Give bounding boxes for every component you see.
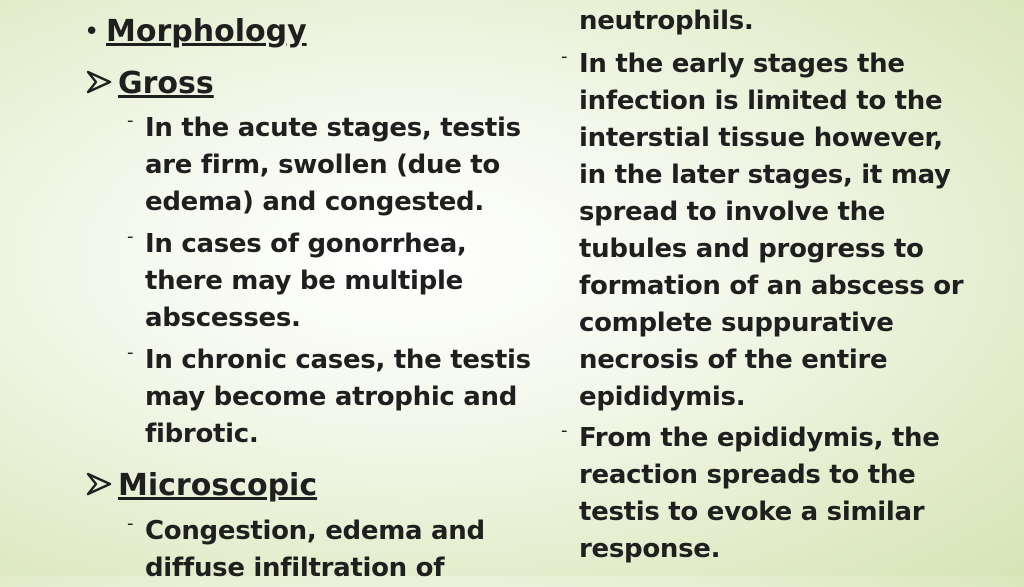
arrow-bullet-icon <box>86 472 118 500</box>
gross-item-3: - In chronic cases, the testis may become atrophic and fibrotic. <box>127 342 531 449</box>
dash-icon: - <box>561 420 568 441</box>
continuation-line: neutrophils. <box>579 6 754 36</box>
right-item-2: - From the epididymis, the reaction spreads to the testis to evoke a similar response. <box>561 420 940 564</box>
microscopic-subheading <box>86 466 317 506</box>
morphology-bullet <box>84 12 307 52</box>
right-item-1: - In the early stages the infection is limited to the interstial tissue however, in the later stages, it may spread to involve the tubules and progress to formation of an abscess or complete suppurative necrosis of the entire epididymis. <box>561 46 964 412</box>
gross-item-1: - In the acute stages, testis are firm, swollen (due to edema) and congested. <box>127 110 521 217</box>
gross-heading: Gross <box>118 66 214 101</box>
microscopic-item-1: - Congestion, edema and diffuse infiltration of <box>127 513 485 583</box>
gross-subheading <box>86 64 214 104</box>
bullet-dot-icon: • <box>84 17 100 47</box>
gross-item-2: - In cases of gonorrhea, there may be multiple abscesses. <box>127 226 467 333</box>
dash-icon: - <box>127 110 134 131</box>
dash-icon: - <box>127 513 134 534</box>
microscopic-heading: Microscopic <box>118 468 318 503</box>
dash-icon: - <box>127 342 134 363</box>
dash-icon: - <box>561 46 568 67</box>
morphology-heading: Morphology <box>106 14 307 49</box>
arrow-bullet-icon <box>86 70 118 98</box>
dash-icon: - <box>127 226 134 247</box>
